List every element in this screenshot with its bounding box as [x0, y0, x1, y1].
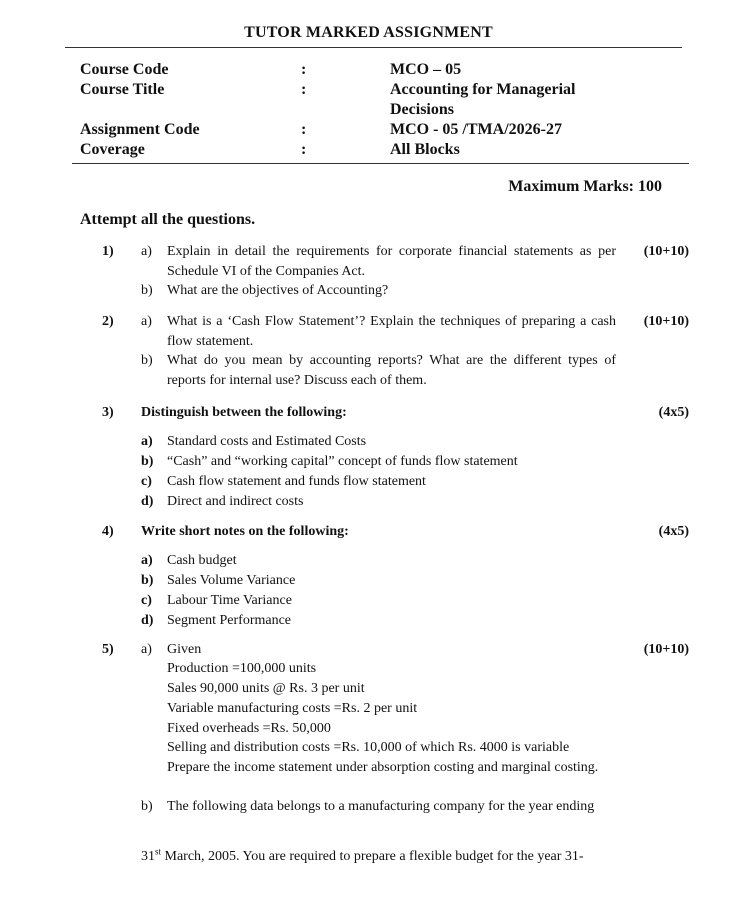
- question-5a-instruction: Prepare the income statement under absorption costing and marginal costing.: [167, 760, 599, 775]
- question-2b-text: What do you mean by accounting reports? What are the different types of reports for internal use? Discuss each of them.: [167, 353, 616, 388]
- instruction-heading: Attempt all the questions.: [80, 211, 256, 228]
- question-1-number: 1): [102, 244, 114, 259]
- course-title-value-line1: Accounting for Managerial: [390, 81, 576, 98]
- question-4-marks: (4x5): [658, 524, 689, 539]
- question-5a-line-variable-costs: Variable manufacturing costs =Rs. 2 per unit: [167, 701, 418, 716]
- continuation-line: [141, 847, 584, 867]
- question-3a-text: Standard costs and Estimated Costs: [167, 434, 367, 449]
- question-3c-label: c): [141, 474, 152, 489]
- question-3b-label: b): [141, 454, 154, 469]
- assignment-code-value: MCO - 05 /TMA/2026-27: [390, 121, 562, 138]
- question-1b-label: b): [141, 283, 153, 298]
- question-1a-text: Explain in detail the requirements for corporate financial statements as per Schedule VI of the Companies Act.: [167, 244, 616, 279]
- question-3c-text: Cash flow statement and funds flow statement: [167, 474, 426, 489]
- assignment-code-colon: :: [301, 121, 307, 138]
- question-5a-line-fixed-overheads: Fixed overheads =Rs. 50,000: [167, 721, 331, 736]
- question-1b-text: What are the objectives of Accounting?: [167, 283, 389, 298]
- course-title-colon: :: [301, 81, 307, 98]
- continuation-day-suffix: st: [155, 846, 162, 857]
- question-2-marks: (10+10): [643, 314, 689, 329]
- question-1-marks: (10+10): [643, 244, 689, 259]
- question-5a-line-selling-costs: Selling and distribution costs =Rs. 10,000 of which Rs. 4000 is variable: [167, 740, 570, 755]
- question-4c-label: c): [141, 593, 152, 608]
- question-5a-line-given: Given: [167, 642, 202, 657]
- question-4d-label: d): [141, 613, 154, 628]
- question-3-number: 3): [102, 405, 114, 420]
- question-5b-text: The following data belongs to a manufacturing company for the year ending: [167, 799, 595, 814]
- question-3b-text: “Cash” and “working capital” concept of funds flow statement: [167, 454, 518, 469]
- header-top-rule: [65, 47, 682, 48]
- assignment-code-label: Assignment Code: [80, 121, 200, 138]
- question-1a-label: a): [141, 244, 152, 259]
- continuation-text: March, 2005. You are required to prepare a flexible budget for the year 31-: [161, 849, 584, 864]
- course-code-value: MCO – 05: [390, 61, 462, 78]
- question-4-heading: Write short notes on the following:: [141, 524, 349, 539]
- question-2a-label: a): [141, 314, 152, 329]
- question-5-marks: (10+10): [643, 642, 689, 657]
- question-3d-text: Direct and indirect costs: [167, 494, 304, 509]
- question-4a-label: a): [141, 553, 153, 568]
- course-title-label: Course Title: [80, 81, 165, 98]
- question-2b-label: b): [141, 353, 153, 368]
- question-4a-text: Cash budget: [167, 553, 237, 568]
- question-5a-line-sales: Sales 90,000 units @ Rs. 3 per unit: [167, 681, 365, 696]
- question-5b-label: b): [141, 799, 153, 814]
- coverage-value: All Blocks: [390, 141, 460, 158]
- question-4-number: 4): [102, 524, 114, 539]
- question-2a-text: What is a ‘Cash Flow Statement’? Explain the techniques of preparing a cash flow statement.: [167, 314, 616, 349]
- question-4b-label: b): [141, 573, 154, 588]
- course-code-label: Course Code: [80, 61, 169, 78]
- maximum-marks: Maximum Marks: 100: [508, 178, 662, 195]
- question-2-number: 2): [102, 314, 114, 329]
- question-4c-text: Labour Time Variance: [167, 593, 292, 608]
- header-bottom-rule: [72, 163, 689, 164]
- question-4d-text: Segment Performance: [167, 613, 292, 628]
- question-5-number: 5): [102, 642, 114, 657]
- course-title-value-line2: Decisions: [390, 101, 454, 118]
- page-title: TUTOR MARKED ASSIGNMENT: [244, 24, 493, 41]
- coverage-colon: :: [301, 141, 307, 158]
- question-3-heading: Distinguish between the following:: [141, 405, 347, 420]
- question-3a-label: a): [141, 434, 153, 449]
- continuation-day: 31: [141, 849, 155, 864]
- coverage-label: Coverage: [80, 141, 145, 158]
- question-4b-text: Sales Volume Variance: [167, 573, 296, 588]
- question-5a-label: a): [141, 642, 152, 657]
- question-3d-label: d): [141, 494, 154, 509]
- course-code-colon: :: [301, 61, 307, 78]
- question-3-marks: (4x5): [658, 405, 689, 420]
- question-5a-line-production: Production =100,000 units: [167, 661, 317, 676]
